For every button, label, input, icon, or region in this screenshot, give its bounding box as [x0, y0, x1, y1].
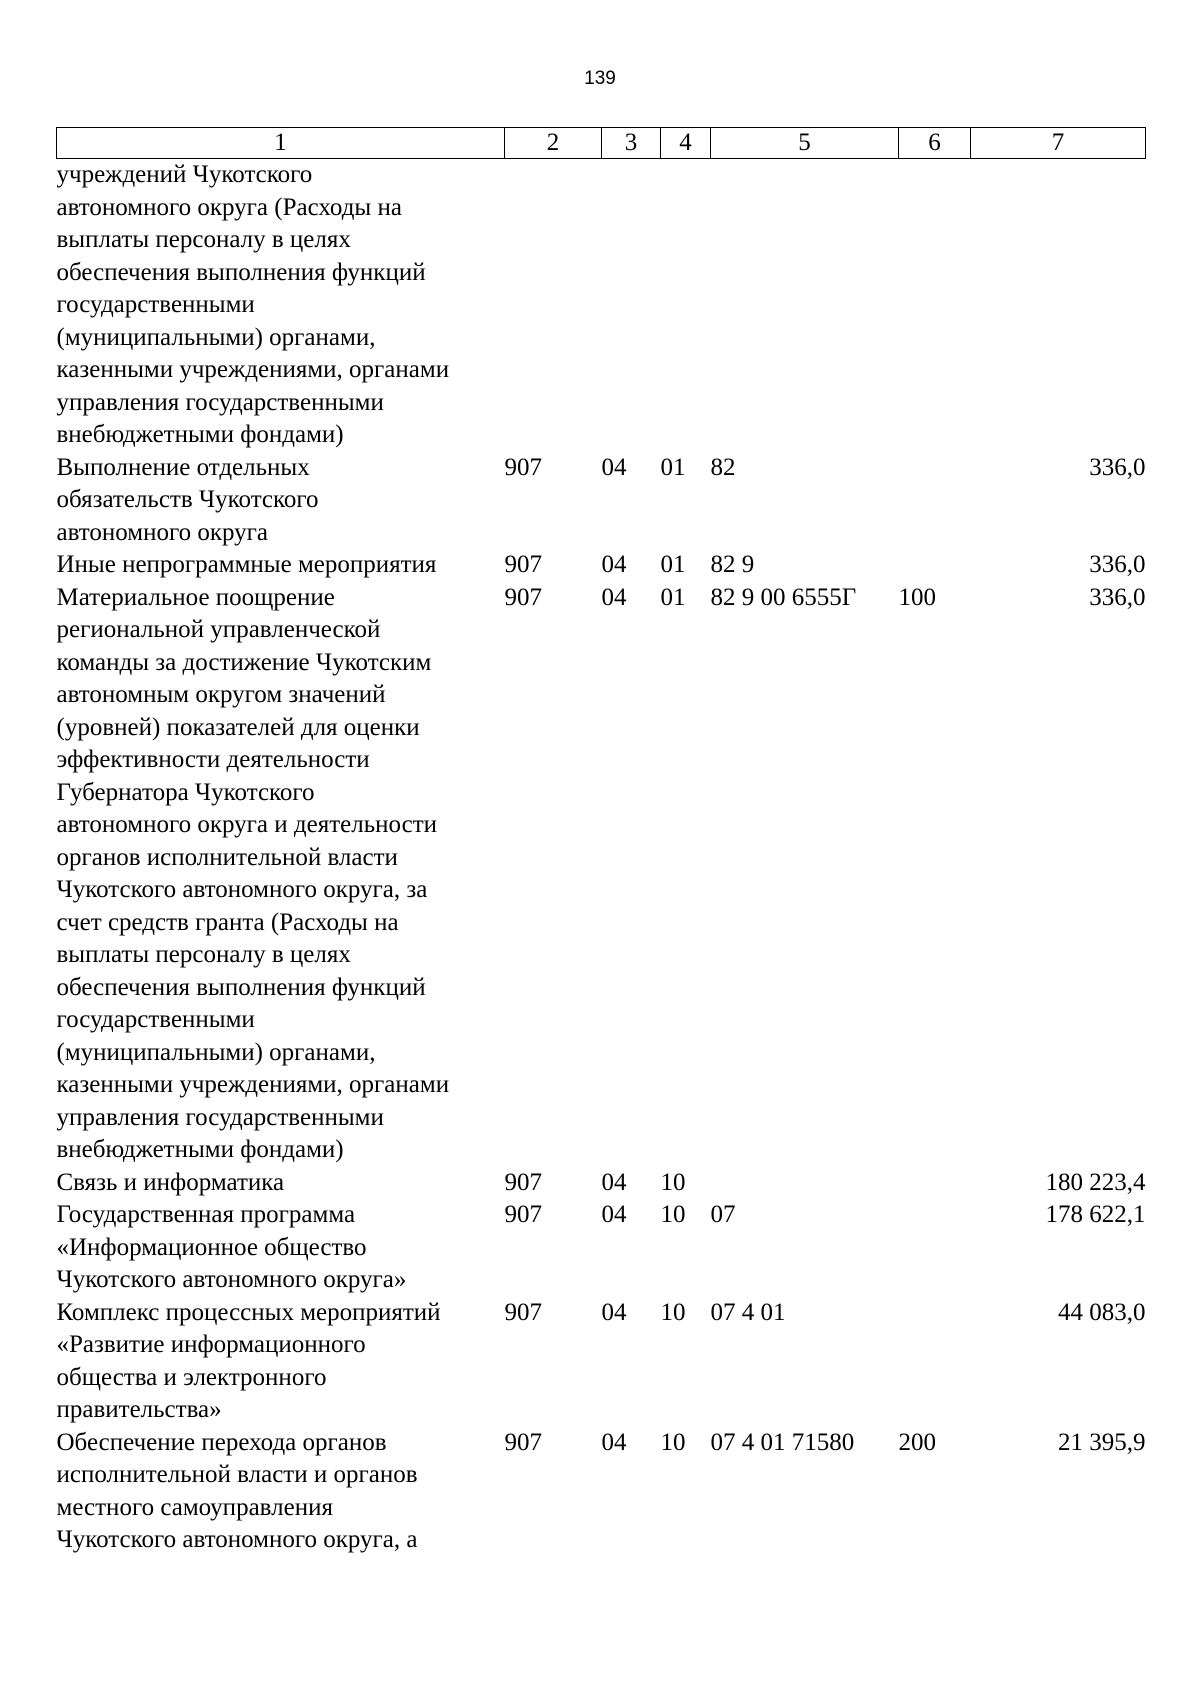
row-name-cell: [57, 1167, 505, 1200]
row-name-line: автономным округом значений: [56, 681, 386, 708]
row-name-line: Чукотского автономного округа, за: [56, 876, 428, 903]
target-article-cell: [711, 1167, 899, 1200]
row-name-line: Комплекс процессных мероприятий: [56, 1298, 441, 1326]
subsection-code-cell: 10: [660, 1168, 686, 1196]
row-name-line: автономного округа (Расходы на: [56, 193, 402, 221]
expense-type-cell: [899, 452, 971, 550]
expense-type-cell: 100: [898, 583, 936, 611]
subsection-code-cell: 10: [660, 1428, 686, 1456]
row-name-line: местного самоуправления: [56, 1493, 333, 1521]
row-name-line: внебюджетными фондами): [56, 421, 344, 448]
amount-cell: [971, 159, 1146, 452]
table-row: [57, 1199, 1146, 1297]
amount-cell: 336,0: [1089, 551, 1146, 578]
subsection-code-cell: 01: [660, 551, 686, 578]
row-name-line: казенными учреждениями, органами: [56, 1071, 450, 1098]
table-row: [57, 452, 1146, 550]
row-name-line: правительства»: [56, 1396, 222, 1423]
column-header-7: 7: [971, 128, 1146, 159]
expense-type-cell: [899, 1297, 971, 1427]
amount-cell: 178 622,1: [1045, 1201, 1146, 1228]
ministry-code-cell: [505, 159, 602, 452]
row-name-line: команды за достижение Чукотским: [56, 648, 432, 676]
target-article-cell: 82 9 00 6555Г: [710, 583, 857, 611]
subsection-code-cell: 01: [660, 453, 686, 481]
section-code-cell: 04: [601, 1168, 627, 1196]
row-name-line: Материальное поощрение: [56, 583, 335, 611]
ministry-code-cell: 907: [504, 1298, 542, 1326]
target-article-cell: 07 4 01: [710, 1298, 786, 1326]
row-name-line: «Информационное общество: [56, 1233, 367, 1261]
row-name-line: (муниципальными) органами,: [56, 1038, 376, 1066]
row-name-line: Государственная программа: [56, 1201, 356, 1228]
column-header-2: 2: [505, 128, 602, 159]
row-name-line: внебюджетными фондами): [56, 1136, 344, 1163]
row-name-line: Обеспечение перехода органов: [56, 1428, 387, 1456]
table-row: [57, 159, 1146, 452]
row-name-line: выплаты персоналу в целях: [56, 226, 351, 253]
column-header-1: 1: [57, 128, 505, 159]
ministry-code-cell: 907: [504, 551, 542, 578]
section-code-cell: 04: [601, 583, 627, 611]
section-code-cell: 04: [601, 1298, 627, 1326]
row-name-cell: [57, 1199, 505, 1297]
subsection-code-cell: 10: [660, 1201, 686, 1228]
amount-cell: 44 083,0: [1058, 1298, 1146, 1326]
section-code-cell: 04: [601, 551, 627, 578]
row-name-cell: [57, 1427, 505, 1557]
row-name-line: обеспечения выполнения функций: [56, 258, 426, 286]
row-name-line: выплаты персоналу в целях: [56, 941, 351, 968]
section-code-cell: 04: [601, 1428, 627, 1456]
expense-type-cell: 200: [898, 1428, 936, 1456]
row-name-line: региональной управленческой: [56, 616, 381, 643]
target-article-cell: [711, 159, 899, 452]
expense-type-cell: [899, 1199, 971, 1297]
row-name-line: органов исполнительной власти: [56, 843, 398, 871]
row-name-line: Губернатора Чукотского: [56, 778, 315, 806]
row-name-line: Чукотского автономного округа»: [56, 1266, 407, 1293]
subsection-code-cell: 01: [660, 583, 686, 611]
table-row: [57, 1427, 1146, 1557]
target-article-cell: 82 9: [710, 551, 755, 578]
expense-type-cell: [899, 549, 971, 582]
row-name-line: эффективности деятельности: [56, 746, 370, 773]
section-code-cell: 04: [601, 453, 627, 481]
row-name-line: государственными: [56, 291, 255, 318]
amount-cell: 180 223,4: [1045, 1168, 1146, 1196]
table-row: [57, 549, 1146, 582]
row-name-line: управления государственными: [56, 1103, 384, 1131]
subsection-code-cell: [661, 159, 711, 452]
ministry-code-cell: 907: [504, 1168, 542, 1196]
row-name-line: Связь и информатика: [56, 1168, 285, 1196]
ministry-code-cell: 907: [504, 583, 542, 611]
row-name-cell: [57, 549, 505, 582]
row-name-line: обязательств Чукотского: [56, 486, 319, 513]
row-name-line: Выполнение отдельных: [56, 453, 310, 481]
row-name-line: общества и электронного: [56, 1363, 327, 1391]
section-code-cell: 04: [601, 1201, 627, 1228]
column-header-3: 3: [602, 128, 661, 159]
row-name-line: обеспечения выполнения функций: [56, 973, 426, 1001]
row-name-line: управления государственными: [56, 388, 384, 416]
expense-type-cell: [899, 159, 971, 452]
table-body: [57, 159, 1146, 1557]
amount-cell: 336,0: [1089, 453, 1146, 481]
row-name-line: казенными учреждениями, органами: [56, 356, 450, 383]
subsection-code-cell: 10: [660, 1298, 686, 1326]
row-name-cell: [57, 1297, 505, 1427]
row-name-line: исполнительной власти и органов: [56, 1461, 418, 1488]
row-name-line: государственными: [56, 1006, 255, 1033]
row-name-line: Чукотского автономного округа, а: [56, 1526, 418, 1553]
row-name-cell: [57, 582, 505, 1167]
row-name-line: автономного округа: [56, 518, 269, 546]
row-name-line: автономного округа и деятельности: [56, 811, 438, 838]
target-article-cell: 82: [710, 453, 736, 481]
amount-cell: 21 395,9: [1058, 1428, 1146, 1456]
budget-table: [56, 127, 1146, 1557]
row-name-cell: [57, 159, 505, 452]
row-name-line: «Развитие информационного: [56, 1331, 366, 1358]
target-article-cell: 07 4 01 71580: [710, 1428, 855, 1456]
table-header-row: [57, 128, 1146, 159]
ministry-code-cell: 907: [504, 1201, 542, 1228]
section-code-cell: [602, 159, 661, 452]
row-name-line: счет средств гранта (Расходы на: [56, 908, 399, 936]
row-name-line: (уровней) показателей для оценки: [56, 713, 420, 741]
column-header-4: 4: [661, 128, 711, 159]
table-row: [57, 1167, 1146, 1200]
table-row: [57, 582, 1146, 1167]
row-name-cell: [57, 452, 505, 550]
ministry-code-cell: 907: [504, 453, 542, 481]
ministry-code-cell: 907: [504, 1428, 542, 1456]
row-name-line: учреждений Чукотского: [56, 161, 313, 188]
column-header-6: 6: [899, 128, 971, 159]
row-name-line: (муниципальными) органами,: [56, 323, 376, 351]
target-article-cell: 07: [710, 1201, 736, 1228]
table-row: [57, 1297, 1146, 1427]
column-header-5: 5: [711, 128, 899, 159]
expense-type-cell: [899, 1167, 971, 1200]
page-number: 139: [584, 68, 616, 89]
amount-cell: 336,0: [1089, 583, 1146, 611]
row-name-line: Иные непрограммные мероприятия: [56, 551, 437, 578]
